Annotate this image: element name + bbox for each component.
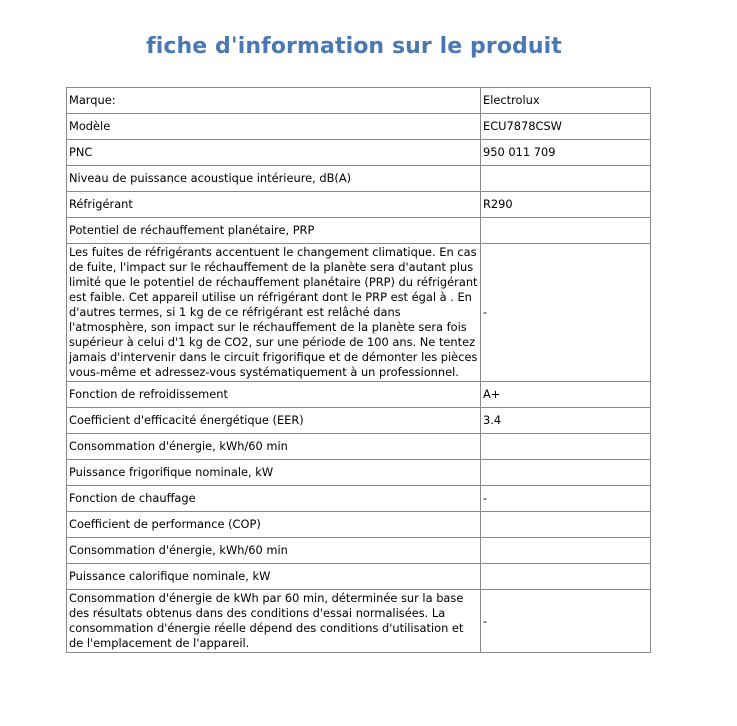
row-label-noise-level: Niveau de puissance acoustique intérieure, dB(A) <box>67 166 481 192</box>
page-title: fiche d'information sur le produit <box>146 34 562 59</box>
row-value-cooling-function: A+ <box>481 382 651 408</box>
row-label-cooling-capacity: Puissance frigorifique nominale, kW <box>67 460 481 486</box>
row-label-cooling-function: Fonction de refroidissement <box>67 382 481 408</box>
table-row <box>67 486 651 512</box>
row-value-gwp <box>481 218 651 244</box>
table-row <box>67 244 651 382</box>
row-value-model: ECU7878CSW <box>481 114 651 140</box>
table-row <box>67 512 651 538</box>
row-value-cooling-capacity <box>481 460 651 486</box>
row-value-refrigerant-notice: - <box>481 244 651 382</box>
table-row <box>67 166 651 192</box>
row-label-heating-capacity: Puissance calorifique nominale, kW <box>67 564 481 590</box>
row-label-cooling-consumption: Consommation d'énergie, kWh/60 min <box>67 434 481 460</box>
table-row <box>67 88 651 114</box>
table-row <box>67 460 651 486</box>
table-row <box>67 218 651 244</box>
table-row <box>67 434 651 460</box>
row-value-heating-consumption <box>481 538 651 564</box>
row-value-heating-function: - <box>481 486 651 512</box>
table-row <box>67 114 651 140</box>
table-row <box>67 408 651 434</box>
table-row <box>67 564 651 590</box>
row-label-gwp: Potentiel de réchauffement planétaire, PRP <box>67 218 481 244</box>
row-label-heating-function: Fonction de chauffage <box>67 486 481 512</box>
row-label-pnc: PNC <box>67 140 481 166</box>
row-label-model: Modèle <box>67 114 481 140</box>
row-label-refrigerant-notice: Les fuites de réfrigérants accentuent le changement climatique. En cas de fuite, l'impact sur le réchauffement de la planète sera d'autant plus limité que le potentiel de réchauffement planétaire (PRP) du réfrigérant est faible. Cet appareil utilise un réfrigérant dont le PRP est égal à . En d'autres termes, si 1 kg de ce réfrigérant est relâché dans l'atmosphère, son impact sur le réchauffement de la planète sera fois supérieur à celui d'1 kg de CO2, sur une période de 100 ans. Ne tentez jamais d'intervenir dans le circuit frigorifique et de démonter les pièces vous-même et adressez-vous systématiquement à un professionnel. <box>67 244 481 382</box>
row-value-cop <box>481 512 651 538</box>
table-row <box>67 192 651 218</box>
row-value-consumption-notice: - <box>481 590 651 653</box>
row-label-brand: Marque: <box>67 88 481 114</box>
row-label-refrigerant: Réfrigérant <box>67 192 481 218</box>
product-info-table <box>66 87 651 653</box>
table-row <box>67 590 651 653</box>
row-label-eer: Coefficient d'efficacité énergétique (EER) <box>67 408 481 434</box>
row-value-brand: Electrolux <box>481 88 651 114</box>
row-value-pnc: 950 011 709 <box>481 140 651 166</box>
row-value-refrigerant: R290 <box>481 192 651 218</box>
table-row <box>67 140 651 166</box>
row-value-cooling-consumption <box>481 434 651 460</box>
row-label-heating-consumption: Consommation d'énergie, kWh/60 min <box>67 538 481 564</box>
row-value-eer: 3.4 <box>481 408 651 434</box>
row-value-heating-capacity <box>481 564 651 590</box>
row-value-noise-level <box>481 166 651 192</box>
table-row <box>67 538 651 564</box>
table-row <box>67 382 651 408</box>
row-label-consumption-notice: Consommation d'énergie de kWh par 60 min, déterminée sur la base des résultats obtenus dans des conditions d'essai normalisées. La consommation d'énergie réelle dépend des conditions d'utilisation et de l'emplacement de l'appareil. <box>67 590 481 653</box>
row-label-cop: Coefficient de performance (COP) <box>67 512 481 538</box>
